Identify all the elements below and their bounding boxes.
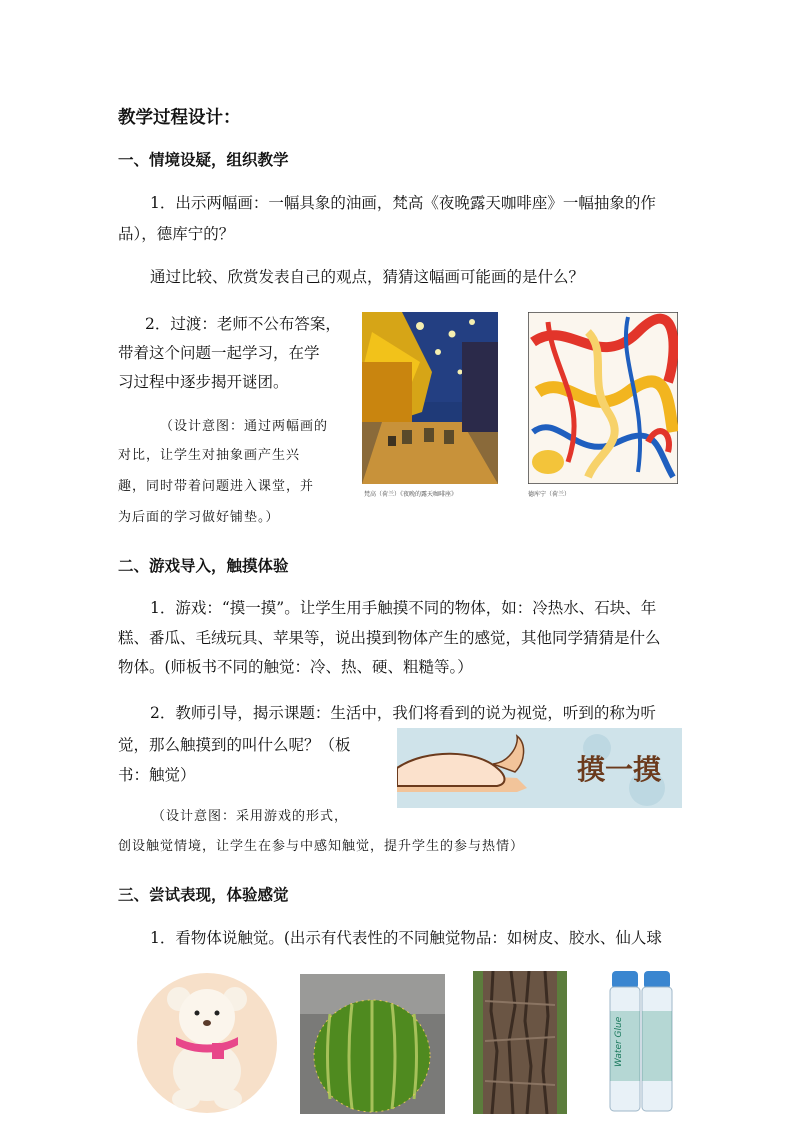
paragraph-text: 2．过渡：老师不公布答案， — [145, 315, 341, 333]
teddy-bear-image — [134, 971, 280, 1114]
design-note: 趣，同时带着问题进入课堂，并 — [118, 479, 315, 494]
glue-bottles-image — [608, 971, 674, 1114]
design-note: 为后面的学习做好铺垫。） — [118, 510, 280, 525]
paragraph-text: 糕、番瓜、毛绒玩具、苹果等，说出摸到物体产生的感觉，其他同学猜猜是什么 — [118, 629, 661, 647]
van-gogh-cafe-painting — [362, 312, 498, 484]
paragraph-text: 习过程中逐步揭开谜团。 — [118, 373, 289, 391]
paragraph-text: 1．看物体说触觉。(出示有代表性的不同触觉物品：如树皮、胶水、仙人球 — [150, 929, 662, 947]
paragraph-text: 通过比较、欣赏发表自己的观点，猜猜这幅画可能画的是什么？ — [150, 268, 585, 286]
design-note: （设计意图：采用游戏的形式， — [152, 809, 349, 824]
paragraph-text: 觉，那么触摸到的叫什么呢？（板 — [118, 736, 351, 754]
design-note: 创设触觉情境，让学生在参与中感知触觉，提升学生的参与热情） — [118, 839, 525, 854]
paragraph-text: 品），德库宁的？ — [118, 225, 235, 243]
tree-bark-image — [473, 971, 567, 1114]
glue-label: Water Glue — [614, 1016, 624, 1067]
caption-left: 梵高（荷兰）《夜晚的露天咖啡座》 — [364, 491, 458, 498]
section-heading-3: 三、尝试表现，体验感觉 — [118, 885, 289, 904]
caption-right: 德库宁（荷兰） — [528, 491, 571, 498]
cactus-image — [300, 974, 445, 1114]
paragraph-text: 带着这个问题一起学习，在学 — [118, 344, 320, 362]
paragraph-text: 2．教师引导，揭示课题：生活中，我们将看到的说为视觉，听到的称为听 — [150, 704, 656, 722]
de-kooning-abstract-painting — [528, 312, 678, 484]
section-heading-1: 一、情境设疑，组织教学 — [118, 150, 289, 169]
paragraph-text: 1．游戏：“摸一摸”。让学生用手触摸不同的物体，如：冷热水、石块、年 — [150, 599, 657, 617]
paragraph-text: 1．出示两幅画：一幅具象的油画，梵高《夜晚露天咖啡座》一幅抽象的作 — [150, 194, 656, 212]
page-title: 教学过程设计： — [118, 108, 241, 128]
design-note: （设计意图：通过两幅画的 — [160, 419, 329, 434]
paragraph-text: 物体。(师板书不同的触觉：冷、热、硬、粗糙等。） — [118, 658, 473, 676]
section-heading-2: 二、游戏导入，触摸体验 — [118, 556, 289, 575]
design-note: 对比，让学生对抽象画产生兴 — [118, 448, 301, 463]
touch-banner-image — [397, 728, 682, 808]
paragraph-text: 书：触觉） — [118, 766, 196, 784]
banner-text: 摸一摸 — [577, 753, 662, 786]
